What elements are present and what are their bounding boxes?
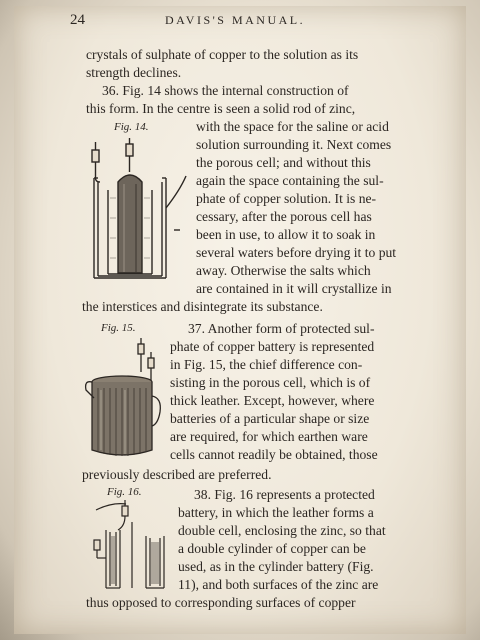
running-title: DAVIS'S MANUAL. — [165, 13, 306, 27]
text-line: the porous cell; and without this — [196, 155, 371, 170]
text-line: cells cannot readily be obtained, those — [170, 447, 378, 462]
fig14-label: Fig. 14. — [114, 121, 149, 133]
text-line: thus opposed to corresponding surfaces of copper — [86, 595, 356, 610]
text-line: double cell, enclosing the zinc, so that — [178, 523, 386, 538]
text-line: solution surrounding it. Next comes — [196, 137, 392, 152]
text-line: phate of copper battery is represented — [170, 339, 375, 354]
text-line: battery, in which the leather forms a — [178, 505, 374, 520]
text-line: several waters before drying it to put — [196, 245, 397, 260]
text-line: in Fig. 15, the chief difference con- — [170, 357, 363, 372]
text-line: used, as in the cylinder battery (Fig. — [178, 559, 374, 574]
text-line: 38. Fig. 16 represents a protected — [194, 487, 375, 502]
text-line: sisting in the porous cell, which is of — [170, 375, 371, 390]
text-line: 37. Another form of protected sul- — [188, 321, 375, 336]
text-line: thick leather. Except, however, where — [170, 393, 375, 408]
text-line: are required, for which earthen ware — [170, 429, 368, 444]
page-header — [70, 12, 430, 32]
page-number: 24 — [70, 12, 85, 28]
text-line: 11), and both surfaces of the zinc are — [178, 577, 379, 592]
text-line: again the space containing the sul- — [196, 173, 384, 188]
text-line: with the space for the saline or acid — [196, 119, 389, 134]
text-line: crystals of sulphate of copper to the solution as its — [86, 47, 359, 62]
text-line: are contained in it will crystallize in — [196, 281, 392, 296]
text-line: batteries of a particular shape or size — [170, 411, 370, 426]
text-line: the interstices and disintegrate its substance. — [82, 299, 323, 314]
fig16-battery-illustration — [92, 500, 172, 592]
fig15-battery-illustration — [82, 338, 162, 462]
fig16-label: Fig. 16. — [107, 486, 142, 498]
text-line: previously described are preferred. — [82, 467, 272, 482]
fig14-battery-illustration — [88, 138, 188, 288]
text-line: phate of copper solution. It is ne- — [196, 191, 377, 206]
text-line: cessary, after the porous cell has — [196, 209, 372, 224]
fig15-label: Fig. 15. — [101, 322, 136, 334]
text-line: strength declines. — [86, 65, 182, 80]
text-line: been in use, to allow it to soak in — [196, 227, 376, 242]
text-line: a double cylinder of copper can be — [178, 541, 366, 556]
text-line: 36. Fig. 14 shows the internal construction of — [102, 83, 349, 98]
text-line: away. Otherwise the salts which — [196, 263, 371, 278]
text-line: this form. In the centre is seen a solid rod of zinc, — [86, 101, 356, 116]
